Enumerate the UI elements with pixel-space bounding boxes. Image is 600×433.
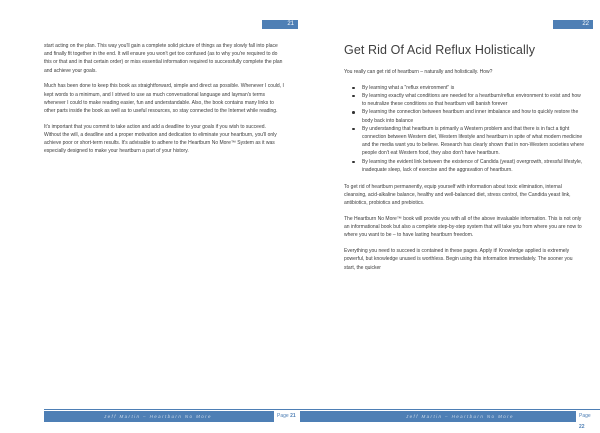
footer-page-value: 22 [579,424,585,430]
bullet-icon [352,95,355,98]
left-page [0,0,300,424]
bullet-list [344,84,584,174]
right-page [300,0,600,430]
footer-page-number [576,411,600,430]
paragraph: Everything you need to succeed is contained in these pages. Apply it! Knowledge applied is extremely powerful, but knowledge unused is worthless. Begin using this information immediately. The sooner you start, the quicker [344,248,573,271]
paragraph: It's important that you commit to take action and add a deadline to your goals if you wish to succeed. Without the will, a deadline and a proper motivation and dedication to eliminate your heartburn, you'll only achieve poor or short-term results. It's advisable to adhere to the Heartburn No More™ System as it was especially designed to make your heartburn a part of your history. [44,123,277,155]
bullet-text: By understanding that heartburn is primarily a Western problem and that there is in fact a tight connection between Western diet, Western lifestyle and heartburn in spite of what modern medicine and the media want you to believe. Research has clearly shown that in non-Western societies where people don't eat Western food, they also don't have heartburn. [362,125,584,157]
left-page-body [44,42,284,163]
footer-rule [44,409,300,410]
bullet-text: By learning exactly what conditions are needed for a heartburn/reflux environment to exist and how to neutralize these conditions so that heartburn will banish forever [362,92,581,108]
paragraph: To get rid of heartburn permanently, equip yourself with information about toxic elimination, internal cleansing, acid-alkaline balance, healthy and well-balanced diet, stress control, the Candida yeast link, antibiotics, probiotics and prebiotics. [344,183,571,207]
footer-page-value: 21 [290,413,296,419]
footer-rule [300,409,600,410]
page-number-tab: 21 [262,20,298,29]
footer-bar [44,411,300,422]
bullet-icon [352,87,355,90]
footer-page-number [274,411,300,422]
paragraph: start acting on the plan. This way you'll gain a complete solid picture of things as they slowly fall into place and finally fit together in the end. It will ensure you won't get too confused (as to why you're required to do this or that and in that certain order) or miss essential information required to successfully complete the plan and achieve your goals. [44,43,283,74]
bullet-item [352,125,584,158]
footer-author: Jeff Martin – Heartburn No More [104,414,212,419]
bullet-item [352,158,584,174]
footer-bar [300,411,600,422]
bullet-icon [352,111,355,114]
bullet-text: By learning what a "reflux environment" is [362,84,455,91]
section-heading: Get Rid Of Acid Reflux Holistically [344,43,536,57]
bullet-icon [352,161,355,164]
footer-author: Jeff Martin – Heartburn No More [406,414,514,419]
bullet-text: By learning the evident link between the existence of Candida (yeast) overgrowth, stressful lifestyle, inadequate sleep, lack of exercise and the aggravation of heartburn. [362,158,583,173]
bullet-item [352,92,584,108]
paragraph: The Heartburn No More™ book will provide you with all of the above invaluable information. This is not only an informational book but also a complete step-by-step system that will take you from where you are now to where you want to be – to have lasting heartburn freedom. [344,216,582,239]
bullet-item [352,84,584,92]
right-page-body [344,42,584,279]
intro-paragraph: You really can get rid of heartburn – naturally and holistically. How? [344,69,493,75]
bullet-icon [352,128,355,131]
paragraph: Much has been done to keep this book as straightforward, simple and direct as possible. Whenever I could, I kept words to a minimum, and I strived to use as much conversational language and layman's terms whenever I could to make reading easier, fun and understandable. Also, the book contains many links to other parts inside the book as well as to useful resources, so stay connected to the Internet while reading. [44,83,284,114]
bullet-text: By learning the connection between heartburn and inner imbalance and how to quickly restore the body back into balance [362,109,579,124]
page-number-tab: 22 [553,20,593,29]
footer-page-label: Page [277,413,289,419]
bullet-item [352,108,584,124]
footer-page-label: Page [579,413,591,419]
